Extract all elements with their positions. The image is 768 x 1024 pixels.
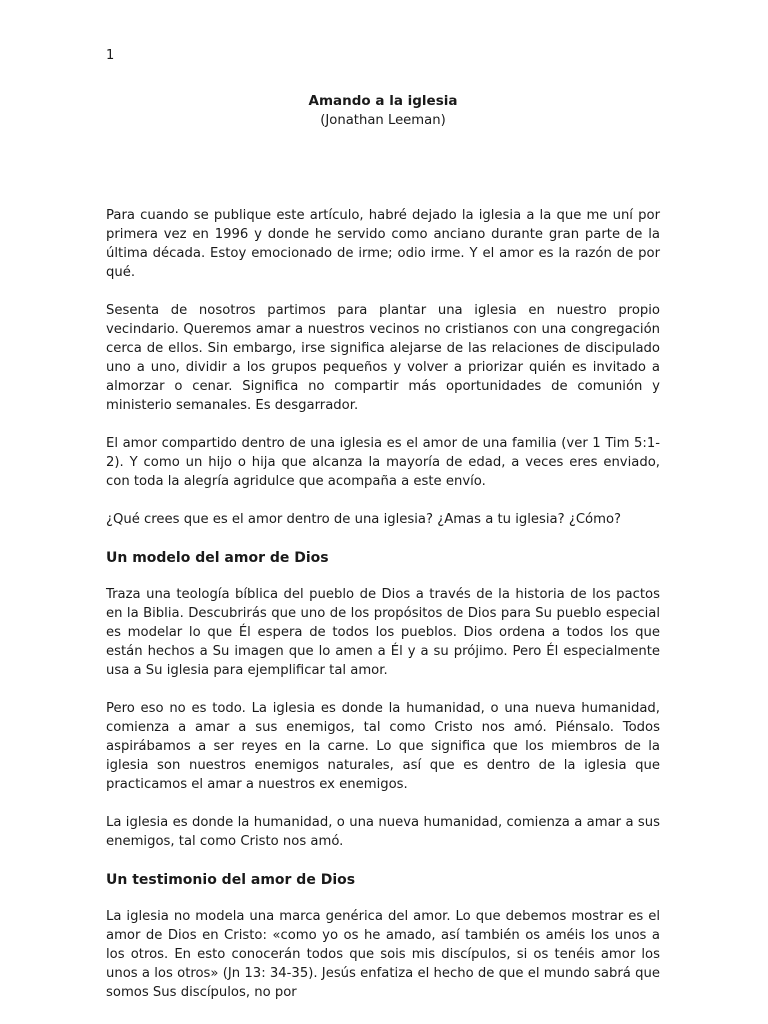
- paragraph: La iglesia es donde la humanidad, o una nueva humanidad, comienza a amar a sus enemigos, tal como Cristo nos amó.: [106, 815, 660, 849]
- title-block: [106, 92, 660, 130]
- paragraph: La iglesia no modela una marca genérica del amor. Lo que debemos mostrar es el amor de Dios en Cristo: «como yo os he amado, así también os améis los unos a los otros. En esto conocerán todos que sois mis discípulos, si os tenéis amor los unos a los otros» (Jn 13: 34-35). Jesús enfatiza el hecho de que el mundo sabrá que somos Sus discípulos, no por: [106, 909, 660, 1000]
- document-body: [106, 206, 660, 1021]
- paragraph: Para cuando se publique este artículo, habré dejado la iglesia a la que me uní por primera vez en 1996 y donde he servido como anciano durante gran parte de la última década. Estoy emocionado de irme; odio irme. Y el amor es la razón de por qué.: [106, 208, 660, 280]
- paragraph: El amor compartido dentro de una iglesia es el amor de una familia (ver 1 Tim 5:1-2). Y como un hijo o hija que alcanza la mayoría de edad, a veces eres enviado, con toda la alegría agridulce que acompaña a este envío.: [106, 436, 660, 489]
- section-heading: Un modelo del amor de Dios: [106, 550, 329, 566]
- paragraph: ¿Qué crees que es el amor dentro de una iglesia? ¿Amas a tu iglesia? ¿Cómo?: [106, 512, 622, 527]
- document-title: Amando a la iglesia: [308, 93, 458, 109]
- section-heading: Un testimonio del amor de Dios: [106, 872, 356, 888]
- document-author: (Jonathan Leeman): [320, 113, 446, 128]
- paragraph: Pero eso no es todo. La iglesia es donde la humanidad, o una nueva humanidad, comienza a amar a sus enemigos, tal como Cristo nos amó. Piénsalo. Todos aspirábamos a ser reyes en la carne. Lo que significa que los miembros de la iglesia son nuestros enemigos naturales, así que es dentro de la iglesia que practicamos el amar a nuestros ex enemigos.: [106, 701, 660, 792]
- paragraph: Sesenta de nosotros partimos para plantar una iglesia en nuestro propio vecindario. Queremos amar a nuestros vecinos no cristianos con una congregación cerca de ellos. Sin embargo, irse significa alejarse de las relaciones de discipulado uno a uno, dividir a los grupos pequeños y volver a priorizar quién es invitado a almorzar o cenar. Significa no compartir más oportunidades de comunión y ministerio semanales. Es desgarrador.: [106, 303, 660, 413]
- page-number: 1: [106, 48, 115, 63]
- paragraph: Traza una teología bíblica del pueblo de Dios a través de la historia de los pactos en la Biblia. Descubrirás que uno de los propósitos de Dios para Su pueblo especial es modelar lo que Él espera de todos los pueblos. Dios ordena a todos los que están hechos a Su imagen que lo amen a Él y a su prójimo. Pero Él especialmente usa a Su iglesia para ejemplificar tal amor.: [106, 587, 660, 678]
